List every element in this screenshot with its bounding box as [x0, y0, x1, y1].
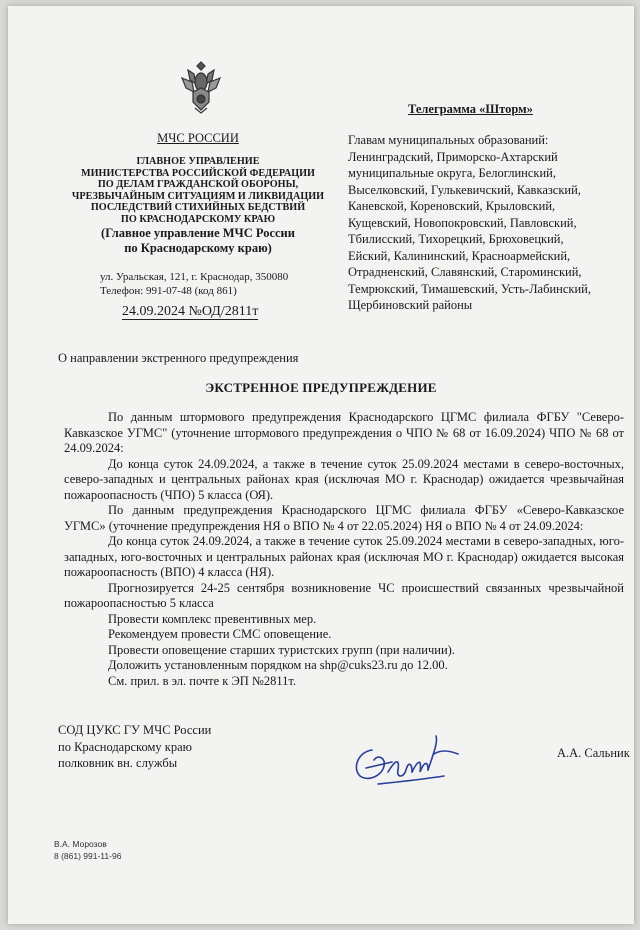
recipient-line: Темрюкский, Тимашевский, Усть-Лабинский, — [348, 281, 591, 296]
short-name-line: (Главное управление МЧС России — [101, 226, 295, 240]
ministry-line: ПОСЛЕДСТВИЙ СТИХИЙНЫХ БЕДСТВИЙ — [90, 202, 306, 213]
executor-phone: 8 (861) 991-11-96 — [54, 851, 122, 861]
issuer-contacts — [100, 270, 300, 298]
signer-position — [58, 722, 211, 772]
signer-name: А.А. Сальник — [557, 746, 630, 760]
executor-name: В.А. Морозов — [54, 839, 107, 849]
telegram-title: Телеграмма «Шторм» — [408, 102, 533, 116]
document-subject: О направлении экстренного предупреждения — [58, 351, 299, 365]
body-paragraph: Доложить установленным порядком на shp@cuks23.ru до 12.00. — [108, 658, 448, 672]
ministry-line: МИНИСТЕРСТВА РОССИЙСКОЙ ФЕДЕРАЦИИ — [81, 167, 315, 179]
document-sheet — [8, 6, 634, 924]
mchs-title: МЧС РОССИИ — [157, 131, 239, 145]
recipient-line: Щербиновский районы — [348, 298, 473, 312]
handwritten-signature — [348, 732, 468, 792]
body-paragraph: По данным предупреждения Краснодарского ЦГМС филиала ФГБУ «Северо-Кавказское УГМС» (уточнение предупреждения НЯ о ВПО № 4 от 22.05.2024) НЯ о ВПО № 4 от 24.09.2024: — [64, 503, 624, 533]
recipient-line: Отрадненский, Славянский, Староминский, — [348, 265, 582, 279]
signer-position-line: по Краснодарскому краю — [58, 739, 192, 754]
issuer-block — [64, 132, 332, 256]
body-paragraph: Прогнозируется 24-25 сентября возникновение ЧС происшествий связанных чрезвычайной пожароопасностью 5 класса — [64, 580, 624, 610]
recipient-line: Каневской, Кореновский, Крыловский, — [348, 199, 556, 213]
recipient-line: Выселковский, Гулькевичский, Кавказский, — [348, 182, 581, 197]
issuer-address: ул. Уральская, 121, г. Краснодар, 350080 — [100, 271, 289, 283]
ministry-line: ПО КРАСНОДАРСКОМУ КРАЮ — [120, 213, 276, 225]
ministry-line: ПО ДЕЛАМ ГРАЖДАНСКОЙ ОБОРОНЫ, — [97, 179, 299, 190]
recipient-line: Ейский, Калининский, Красноармейский, — [348, 248, 571, 263]
ministry-line: ГЛАВНОЕ УПРАВЛЕНИЕ — [136, 156, 260, 167]
ministry-line: ЧРЕЗВЫЧАЙНЫМ СИТУАЦИЯМ И ЛИКВИДАЦИИ — [71, 190, 325, 202]
body-paragraph: До конца суток 24.09.2024, а также в течение суток 25.09.2024 местами в северо-восточных, северо-западных и центральных районах края (исключая МО г. Краснодар) ожидается чрезвычайная пожароопасность (ЧПО) 5 класса (ОЯ). — [64, 456, 624, 502]
recipient-line: Тбилисский, Тихорецкий, Брюховецкий, — [348, 232, 564, 246]
body-paragraph: Провести комплекс превентивных мер. — [108, 611, 317, 626]
recipients-intro: Главам муниципальных образований: — [348, 133, 549, 147]
ministry-name — [64, 156, 332, 225]
short-name — [64, 226, 332, 256]
body-paragraph: Провести оповещение старших туристских групп (при наличии). — [108, 642, 455, 657]
body-paragraph: До конца суток 24.09.2024, а также в течение суток 25.09.2024 местами в северо-западных, юго-западных, юго-восточных и центральных районах края (исключая МО г. Краснодар) ожидается высокая пожароопасность (ВПО) 4 класса (НЯ). — [64, 534, 624, 579]
signer-position-line: полковник вн. службы — [58, 756, 178, 770]
document-body — [64, 410, 624, 689]
document-heading: ЭКСТРЕННОЕ ПРЕДУПРЕЖДЕНИЕ — [205, 380, 437, 395]
recipient-line: Кущевский, Новопокровский, Павловский, — [348, 215, 577, 230]
recipient-line: Ленинградский, Приморско-Ахтарский — [348, 149, 558, 164]
body-paragraph: Рекомендуем провести СМС оповещение. — [108, 627, 332, 641]
document-number-text: 24.09.2024 №ОД/2811т — [122, 304, 259, 319]
recipients-block — [348, 132, 618, 314]
document-number — [122, 304, 258, 320]
body-paragraph: См. прил. в эл. почте к ЭП №2811т. — [108, 673, 297, 688]
short-name-line: по Краснодарскому краю) — [124, 241, 272, 255]
recipient-line: муниципальные округа, Белоглинский, — [348, 166, 556, 180]
body-paragraph: По данным штормового предупреждения Краснодарского ЦГМС филиала ФГБУ "Северо-Кавказское УГМС" (уточнение штормового предупреждения о ЧПО № 68 от 16.09.2024) ЧПО № 68 от 24.09.2024: — [64, 410, 624, 455]
issuer-phone: Телефон: 991-07-48 (код 861) — [100, 285, 237, 297]
executor-info — [54, 838, 121, 862]
signer-position-line: СОД ЦУКС ГУ МЧС России — [58, 723, 212, 737]
mchs-emblem-icon — [178, 58, 224, 114]
